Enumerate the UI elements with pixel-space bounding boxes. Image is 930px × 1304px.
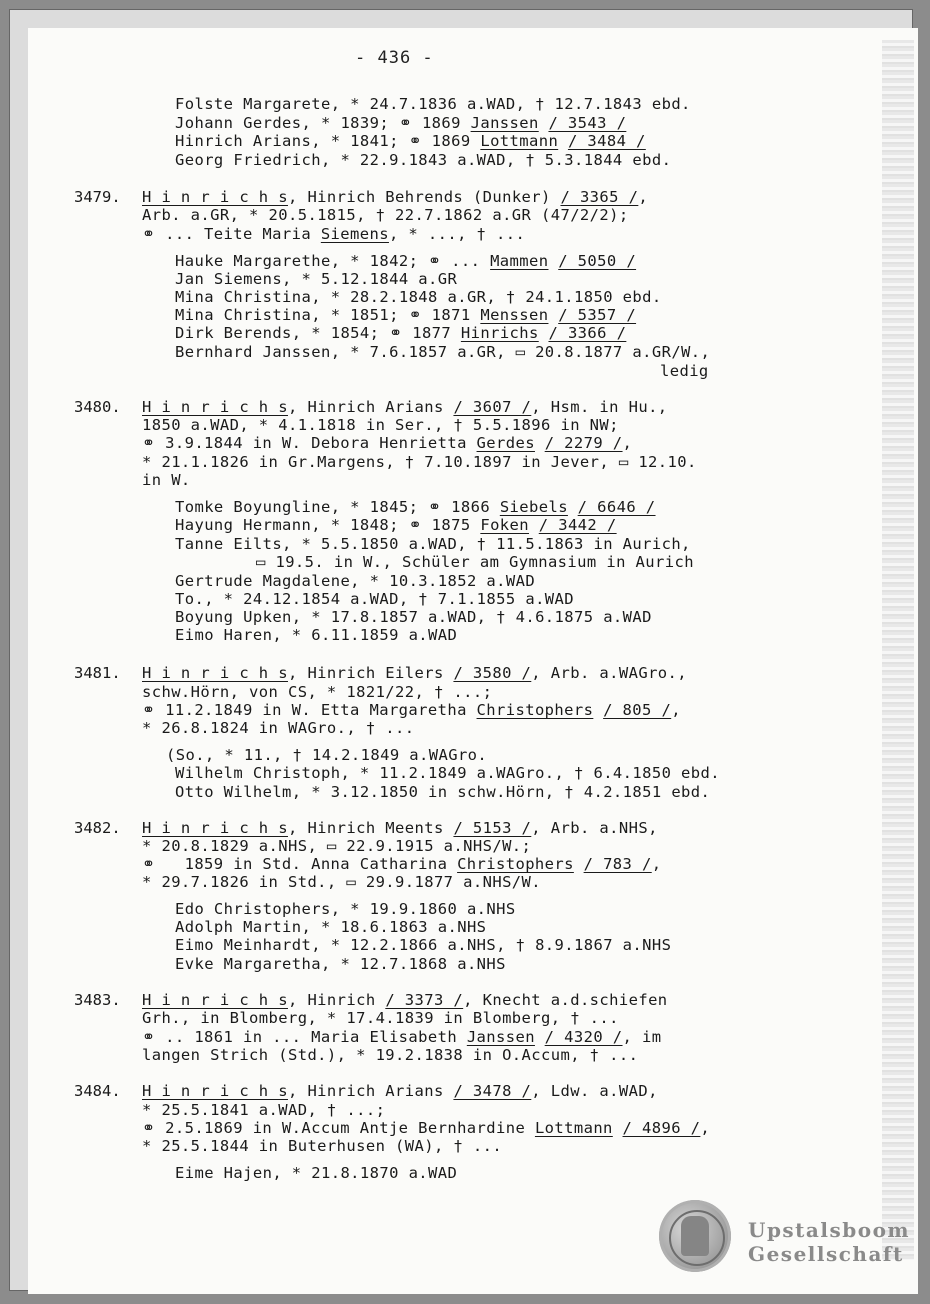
- line-text: Tanne Eilts, * 5.5.1850 a.WAD, † 11.5.1863 in Aurich,: [175, 535, 691, 553]
- text-line: [175, 288, 662, 306]
- line-text: , Arb. a.NHS,: [531, 819, 658, 837]
- underlined-text: / 3365 /: [560, 188, 639, 206]
- text-line: [142, 873, 541, 891]
- entry-number: 3484.: [74, 1082, 121, 1100]
- line-text: ledig: [660, 362, 709, 380]
- page-number: - 436 -: [355, 48, 434, 68]
- text-line: [175, 114, 626, 132]
- text-line: [175, 516, 617, 534]
- line-text: ⚭ 2.5.1869 in W.Accum Antje Bernhardine: [142, 1119, 535, 1137]
- line-text: * 26.8.1824 in WAGro., † ...: [142, 719, 415, 737]
- line-text: * 25.5.1841 a.WAD, † ...;: [142, 1101, 386, 1119]
- text-line: [142, 855, 661, 873]
- line-text: Tomke Boyungline, * 1845; ⚭ 1866: [175, 498, 500, 516]
- line-text: [535, 1028, 545, 1046]
- text-line: [175, 1164, 457, 1182]
- text-line: [175, 783, 710, 801]
- line-text: , Hinrich Meents: [287, 819, 454, 837]
- line-text: ,: [622, 434, 633, 452]
- text-line: [175, 572, 535, 590]
- line-text: [548, 252, 558, 270]
- text-line: [142, 991, 668, 1009]
- line-text: ,: [651, 855, 662, 873]
- line-text: [593, 701, 603, 719]
- line-text: Jan Siemens, * 5.12.1844 a.GR: [175, 270, 458, 288]
- underlined-text: H i n r i c h s: [142, 991, 288, 1009]
- underlined-text: / 783 /: [583, 855, 652, 873]
- line-text: Georg Friedrich, * 22.9.1843 a.WAD, † 5.3.1844 ebd.: [175, 151, 672, 169]
- line-text: Bernhard Janssen, * 7.6.1857 a.GR, ▭ 20.8.1877 a.GR/W.,: [175, 343, 711, 361]
- line-text: , Hsm. in Hu.,: [531, 398, 668, 416]
- underlined-text: / 3478 /: [453, 1082, 532, 1100]
- underlined-text: / 2279 /: [544, 434, 623, 452]
- text-line: [175, 151, 671, 169]
- scan-edge: [882, 40, 914, 1260]
- underlined-text: Foken: [480, 516, 530, 534]
- underlined-text: / 3580 /: [453, 664, 532, 682]
- entry-number: 3481.: [74, 664, 121, 682]
- text-line: [175, 590, 574, 608]
- text-line: [142, 819, 658, 837]
- underlined-text: / 3607 /: [453, 398, 532, 416]
- text-line: [142, 1082, 658, 1100]
- line-text: ⚭ ... Teite Maria: [142, 225, 321, 243]
- line-text: Edo Christophers, * 19.9.1860 a.NHS: [175, 900, 516, 918]
- underlined-text: / 4896 /: [622, 1119, 701, 1137]
- underlined-text: H i n r i c h s: [142, 398, 288, 416]
- line-text: Gertrude Magdalene, * 10.3.1852 a.WAD: [175, 572, 536, 590]
- line-text: * 25.5.1844 in Buterhusen (WA), † ...: [142, 1137, 503, 1155]
- underlined-text: H i n r i c h s: [142, 664, 288, 682]
- text-line: [142, 1101, 385, 1119]
- underlined-text: H i n r i c h s: [142, 819, 288, 837]
- line-text: , Knecht a.d.schiefen: [463, 991, 668, 1009]
- line-text: Wilhelm Christoph, * 11.2.1849 a.WAGro., † 6.4.1850 ebd.: [175, 764, 720, 782]
- underlined-text: / 805 /: [603, 701, 672, 719]
- underlined-text: / 5357 /: [558, 306, 637, 324]
- line-text: Dirk Berends, * 1854; ⚭ 1877: [175, 324, 461, 342]
- underlined-text: / 4320 /: [544, 1028, 623, 1046]
- line-text: , Hinrich Arians: [287, 1082, 454, 1100]
- entry-number: 3480.: [74, 398, 121, 416]
- line-text: [539, 114, 549, 132]
- line-text: ▭ 19.5. in W., Schüler am Gymnasium in Aurich: [256, 553, 694, 571]
- line-text: Folste Margarete, * 24.7.1836 a.WAD, † 12.7.1843 ebd.: [175, 95, 691, 113]
- text-line: [256, 553, 694, 571]
- line-text: , * ..., † ...: [388, 225, 526, 243]
- line-text: , im: [622, 1028, 662, 1046]
- line-text: , Hinrich Arians: [287, 398, 454, 416]
- underlined-text: Siemens: [320, 225, 389, 243]
- entry-number: 3482.: [74, 819, 121, 837]
- line-text: Hinrich Arians, * 1841; ⚭ 1869: [175, 132, 481, 150]
- line-text: [529, 516, 539, 534]
- line-text: schw.Hörn, von CS, * 1821/22, † ...;: [142, 683, 493, 701]
- line-text: Eimo Meinhardt, * 12.2.1866 a.NHS, † 8.9.1867 a.NHS: [175, 936, 672, 954]
- text-line: [142, 453, 697, 471]
- text-line: [142, 206, 629, 224]
- text-line: [166, 746, 487, 764]
- line-text: Grh., in Blomberg, * 17.4.1839 in Blomberg, † ...: [142, 1009, 619, 1027]
- underlined-text: Lottmann: [480, 132, 559, 150]
- text-line: [142, 1046, 638, 1064]
- text-line: [142, 225, 525, 243]
- text-line: [142, 837, 531, 855]
- line-text: ,: [638, 188, 649, 206]
- text-line: [142, 434, 632, 452]
- underlined-text: Christophers: [457, 855, 574, 873]
- line-text: Eime Hajen, * 21.8.1870 a.WAD: [175, 1164, 458, 1182]
- text-line: [175, 608, 652, 626]
- underlined-text: Gerdes: [476, 434, 535, 452]
- text-line: [142, 1009, 619, 1027]
- line-text: ,: [700, 1119, 711, 1137]
- underlined-text: / 3366 /: [548, 324, 627, 342]
- text-line: [142, 664, 687, 682]
- line-text: [535, 434, 545, 452]
- underlined-text: H i n r i c h s: [142, 188, 288, 206]
- text-line: [175, 764, 720, 782]
- text-line: [175, 498, 656, 516]
- line-text: Adolph Martin, * 18.6.1863 a.NHS: [175, 918, 487, 936]
- line-text: , Arb. a.WAGro.,: [531, 664, 688, 682]
- underlined-text: Hinrichs: [460, 324, 539, 342]
- underlined-text: / 3373 /: [385, 991, 464, 1009]
- line-text: , Ldw. a.WAD,: [531, 1082, 658, 1100]
- underlined-text: / 5050 /: [558, 252, 637, 270]
- line-text: [613, 1119, 623, 1137]
- line-text: , Hinrich: [287, 991, 386, 1009]
- entry-number: 3483.: [74, 991, 121, 1009]
- line-text: , Hinrich Eilers: [287, 664, 454, 682]
- text-line: [142, 701, 681, 719]
- line-text: ⚭ 11.2.1849 in W. Etta Margaretha: [142, 701, 477, 719]
- society-seal-icon: [659, 1200, 731, 1272]
- text-line: [175, 95, 691, 113]
- line-text: Boyung Upken, * 17.8.1857 a.WAD, † 4.6.1875 a.WAD: [175, 608, 652, 626]
- line-text: [558, 132, 568, 150]
- text-line: [142, 719, 415, 737]
- line-text: ,: [671, 701, 681, 719]
- line-text: Evke Margaretha, * 12.7.1868 a.NHS: [175, 955, 506, 973]
- underlined-text: / 3484 /: [567, 132, 646, 150]
- underlined-text: / 3543 /: [548, 114, 627, 132]
- text-line: [142, 188, 648, 206]
- text-line: [142, 416, 619, 434]
- text-line: [142, 683, 492, 701]
- line-text: ⚭ 3.9.1844 in W. Debora Henrietta: [142, 434, 477, 452]
- line-text: [574, 855, 584, 873]
- text-line: [175, 936, 671, 954]
- line-text: * 20.8.1829 a.NHS, ▭ 22.9.1915 a.NHS/W.;: [142, 837, 532, 855]
- text-line: [142, 1028, 661, 1046]
- line-text: Johann Gerdes, * 1839; ⚭ 1869: [175, 114, 471, 132]
- underlined-text: Christophers: [476, 701, 594, 719]
- line-text: ⚭ .. 1861 in ... Maria Elisabeth: [142, 1028, 467, 1046]
- text-line: [175, 252, 636, 270]
- underlined-text: / 6646 /: [577, 498, 656, 516]
- line-text: Mina Christina, * 1851; ⚭ 1871: [175, 306, 481, 324]
- underlined-text: H i n r i c h s: [142, 1082, 288, 1100]
- line-text: Hayung Hermann, * 1848; ⚭ 1875: [175, 516, 481, 534]
- underlined-text: / 3442 /: [538, 516, 617, 534]
- text-line: [660, 362, 709, 380]
- text-line: [175, 324, 626, 342]
- line-text: [548, 306, 558, 324]
- underlined-text: Lottmann: [534, 1119, 613, 1137]
- text-line: [175, 955, 506, 973]
- line-text: langen Strich (Std.), * 19.2.1838 in O.Accum, † ...: [142, 1046, 639, 1064]
- line-text: (So., * 11., † 14.2.1849 a.WAGro.: [166, 746, 488, 764]
- underlined-text: Janssen: [466, 1028, 535, 1046]
- underlined-text: Janssen: [470, 114, 539, 132]
- text-line: [175, 306, 636, 324]
- line-text: Eimo Haren, * 6.11.1859 a.WAD: [175, 626, 458, 644]
- text-line: [175, 918, 486, 936]
- text-line: [175, 132, 646, 150]
- text-line: [142, 1137, 502, 1155]
- line-text: * 29.7.1826 in Std., ▭ 29.9.1877 a.NHS/W.: [142, 873, 542, 891]
- line-text: Hauke Margarethe, * 1842; ⚭ ...: [175, 252, 491, 270]
- text-line: [175, 343, 710, 361]
- logo-line-2: Gesellschaft: [748, 1242, 904, 1266]
- line-text: Mina Christina, * 28.2.1848 a.GR, † 24.1.1850 ebd.: [175, 288, 662, 306]
- line-text: ⚭ 1859 in Std. Anna Catharina: [142, 855, 458, 873]
- logo-line-1: Upstalsboom: [748, 1218, 911, 1242]
- text-line: [175, 900, 516, 918]
- line-text: To., * 24.12.1854 a.WAD, † 7.1.1855 a.WAD: [175, 590, 575, 608]
- line-text: * 21.1.1826 in Gr.Margens, † 7.10.1897 in Jever, ▭ 12.10.: [142, 453, 697, 471]
- line-text: [568, 498, 578, 516]
- underlined-text: Mammen: [490, 252, 549, 270]
- text-line: [175, 626, 457, 644]
- text-line: [175, 270, 457, 288]
- underlined-text: Menssen: [480, 306, 549, 324]
- underlined-text: Siebels: [499, 498, 568, 516]
- line-text: , Hinrich Behrends (Dunker): [287, 188, 561, 206]
- text-line: [142, 1119, 710, 1137]
- text-line: [175, 535, 691, 553]
- line-text: in W.: [142, 471, 191, 489]
- text-line: [142, 398, 668, 416]
- line-text: Otto Wilhelm, * 3.12.1850 in schw.Hörn, † 4.2.1851 ebd.: [175, 783, 711, 801]
- entry-number: 3479.: [74, 188, 121, 206]
- underlined-text: / 5153 /: [453, 819, 532, 837]
- line-text: 1850 a.WAD, * 4.1.1818 in Ser., † 5.5.1896 in NW;: [142, 416, 619, 434]
- text-line: [142, 471, 191, 489]
- line-text: Arb. a.GR, * 20.5.1815, † 22.7.1862 a.GR (47/2/2);: [142, 206, 629, 224]
